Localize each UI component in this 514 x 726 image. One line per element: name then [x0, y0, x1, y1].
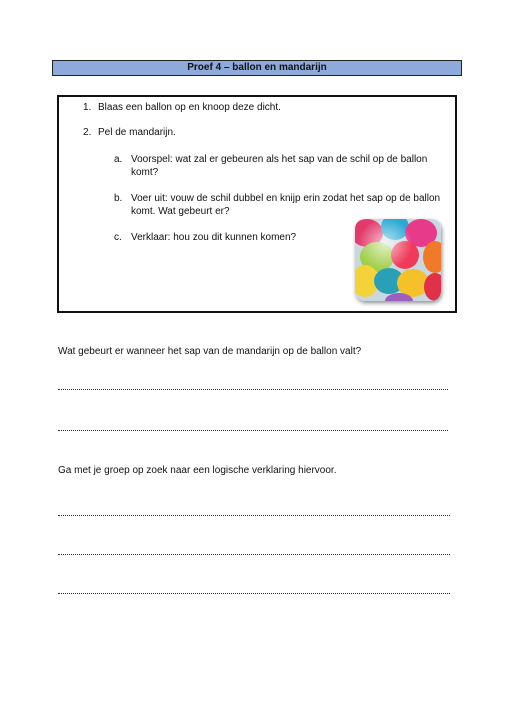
- substep-letter: c.: [114, 232, 122, 243]
- question-1: Wat gebeurt er wanneer het sap van de mandarijn op de ballon valt?: [58, 346, 362, 357]
- answer-line[interactable]: [58, 383, 448, 390]
- step-number: 2.: [83, 127, 92, 138]
- substep-text: Voer uit: vouw de schil dubbel en knijp erin zodat het sap op de ballon komt. Wat gebeurt er?: [131, 193, 441, 217]
- step-text: Pel de mandarijn.: [98, 127, 176, 138]
- answer-line[interactable]: [58, 548, 450, 555]
- step-text: Blaas een ballon op en knoop deze dicht.: [98, 102, 281, 113]
- answer-line[interactable]: [58, 424, 448, 431]
- substep-text: Verklaar: hou zou dit kunnen komen?: [131, 232, 297, 243]
- worksheet-title: Proef 4 – ballon en mandarijn: [52, 60, 462, 76]
- answer-line[interactable]: [58, 509, 450, 516]
- question-2: Ga met je groep op zoek naar een logische verklaring hiervoor.: [58, 465, 337, 476]
- substep-letter: a.: [114, 154, 123, 165]
- step-number: 1.: [83, 102, 92, 113]
- instruction-box: [57, 95, 457, 313]
- answer-line[interactable]: [58, 587, 450, 594]
- balloons-illustration: [355, 219, 441, 301]
- balloons-photo: [355, 219, 441, 301]
- substep-letter: b.: [114, 193, 123, 204]
- substep-text: Voorspel: wat zal er gebeuren als het sap van de schil op de ballon komt?: [131, 154, 428, 178]
